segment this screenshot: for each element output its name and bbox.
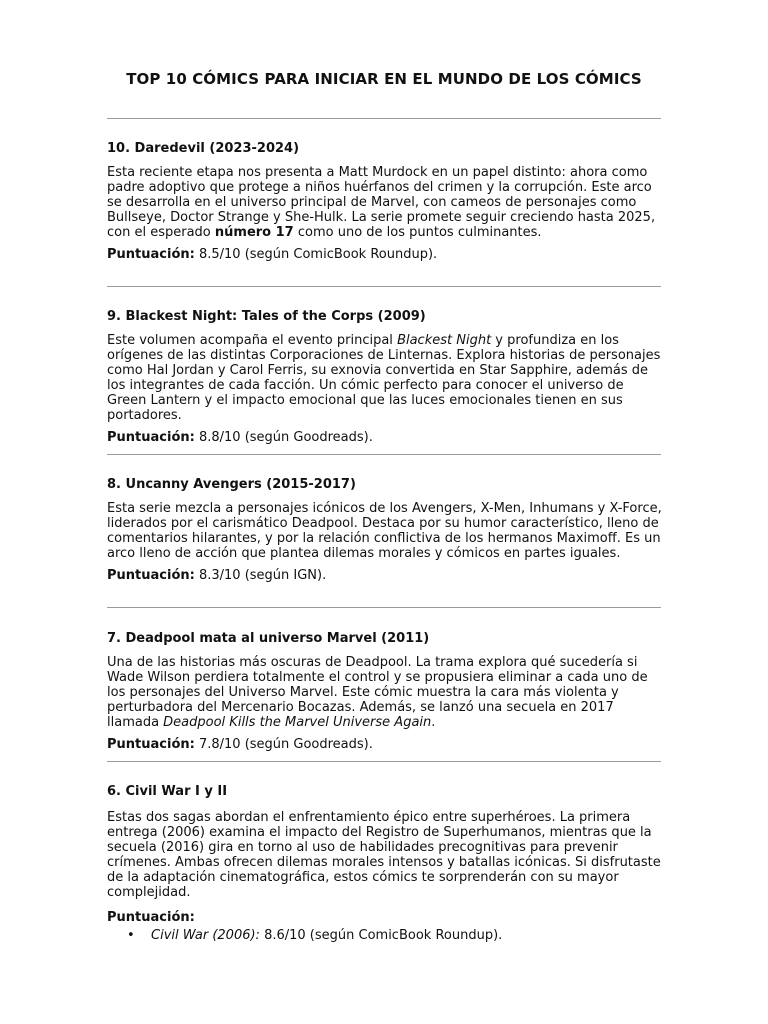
divider: [107, 761, 661, 762]
divider: [107, 118, 661, 119]
section-score: Puntuación:: [107, 910, 195, 925]
section-description: Esta serie mezcla a personajes icónicos de los Avengers, X-Men, Inhumans y X-Force, liderados por el carismático Deadpool. Destaca por su humor característico, lleno de comentarios hilarantes, y por la relación conflictiva de los hermanos Maximoff. Es un arco lleno de acción que plantea dilemas morales y cómicos en partes iguales.: [107, 501, 662, 561]
section-heading: 10. Daredevil (2023-2024): [107, 141, 300, 156]
section-daredevil: [107, 141, 663, 262]
bullet-icon: •: [127, 928, 135, 943]
section-deadpool: [107, 631, 663, 752]
section-heading: 6. Civil War I y II: [107, 784, 228, 799]
section-score: Puntuación: 8.8/10 (según Goodreads).: [107, 430, 373, 445]
section-heading: 9. Blackest Night: Tales of the Corps (2009): [107, 309, 426, 324]
section-uncanny-avengers: [107, 477, 663, 583]
divider: [107, 286, 661, 287]
section-civil-war: [107, 784, 663, 925]
section-score: Puntuación: 7.8/10 (según Goodreads).: [107, 737, 373, 752]
list-item: • Civil War (2006): 8.6/10 (según ComicBook Roundup).: [127, 928, 503, 943]
section-blackest-night: [107, 309, 663, 445]
score-list: [127, 928, 502, 943]
section-heading: 7. Deadpool mata al universo Marvel (2011): [107, 631, 430, 646]
divider: [107, 454, 661, 455]
section-heading: 8. Uncanny Avengers (2015-2017): [107, 477, 356, 492]
document-title: TOP 10 CÓMICS PARA INICIAR EN EL MUNDO DE LOS CÓMICS: [126, 70, 642, 88]
section-description: Esta reciente etapa nos presenta a Matt Murdock en un papel distinto: ahora como padre adoptivo que protege a niños huérfanos del crimen y la corrupción. Este arco se desarrolla en el universo principal de Marvel, con cameos de personajes como Bullseye, Doctor Strange y She-Hulk. La serie promete seguir creciendo hasta 2025, con el esperado número 17 como uno de los puntos culminantes.: [107, 165, 656, 240]
divider: [107, 607, 661, 608]
section-description: Este volumen acompaña el evento principal Blackest Night y profundiza en los orígenes de las distintas Corporaciones de Linternas. Explora historias de personajes como Hal Jordan y Carol Ferris, su exnovia convertida en Star Sapphire, además de los integrantes de cada facción. Un cómic perfecto para conocer el universo de Green Lantern y el impacto emocional que las luces emocionales tienen en sus portadores.: [107, 333, 661, 423]
section-description: Estas dos sagas abordan el enfrentamiento épico entre superhéroes. La primera entrega (2006) examina el impacto del Registro de Superhumanos, mientras que la secuela (2016) gira en torno al uso de habilidades precognitivas para prevenir crímenes. Ambas ofrecen dilemas morales intensos y batallas icónicas. Si disfrutaste de la adaptación cinematográfica, estos cómics te sorprenderán con su mayor complejidad.: [107, 810, 661, 900]
section-description: Una de las historias más oscuras de Deadpool. La trama explora qué sucedería si Wade Wilson perdiera totalmente el control y se propusiera eliminar a cada uno de los personajes del Universo Marvel. Este cómic muestra la cara más violenta y perturbadora del Mercenario Bocazas. Además, se lanzó una secuela en 2017 llamada Deadpool Kills the Marvel Universe Again.: [107, 655, 648, 730]
section-score: Puntuación: 8.5/10 (según ComicBook Roundup).: [107, 247, 438, 262]
section-score: Puntuación: 8.3/10 (según IGN).: [107, 568, 327, 583]
